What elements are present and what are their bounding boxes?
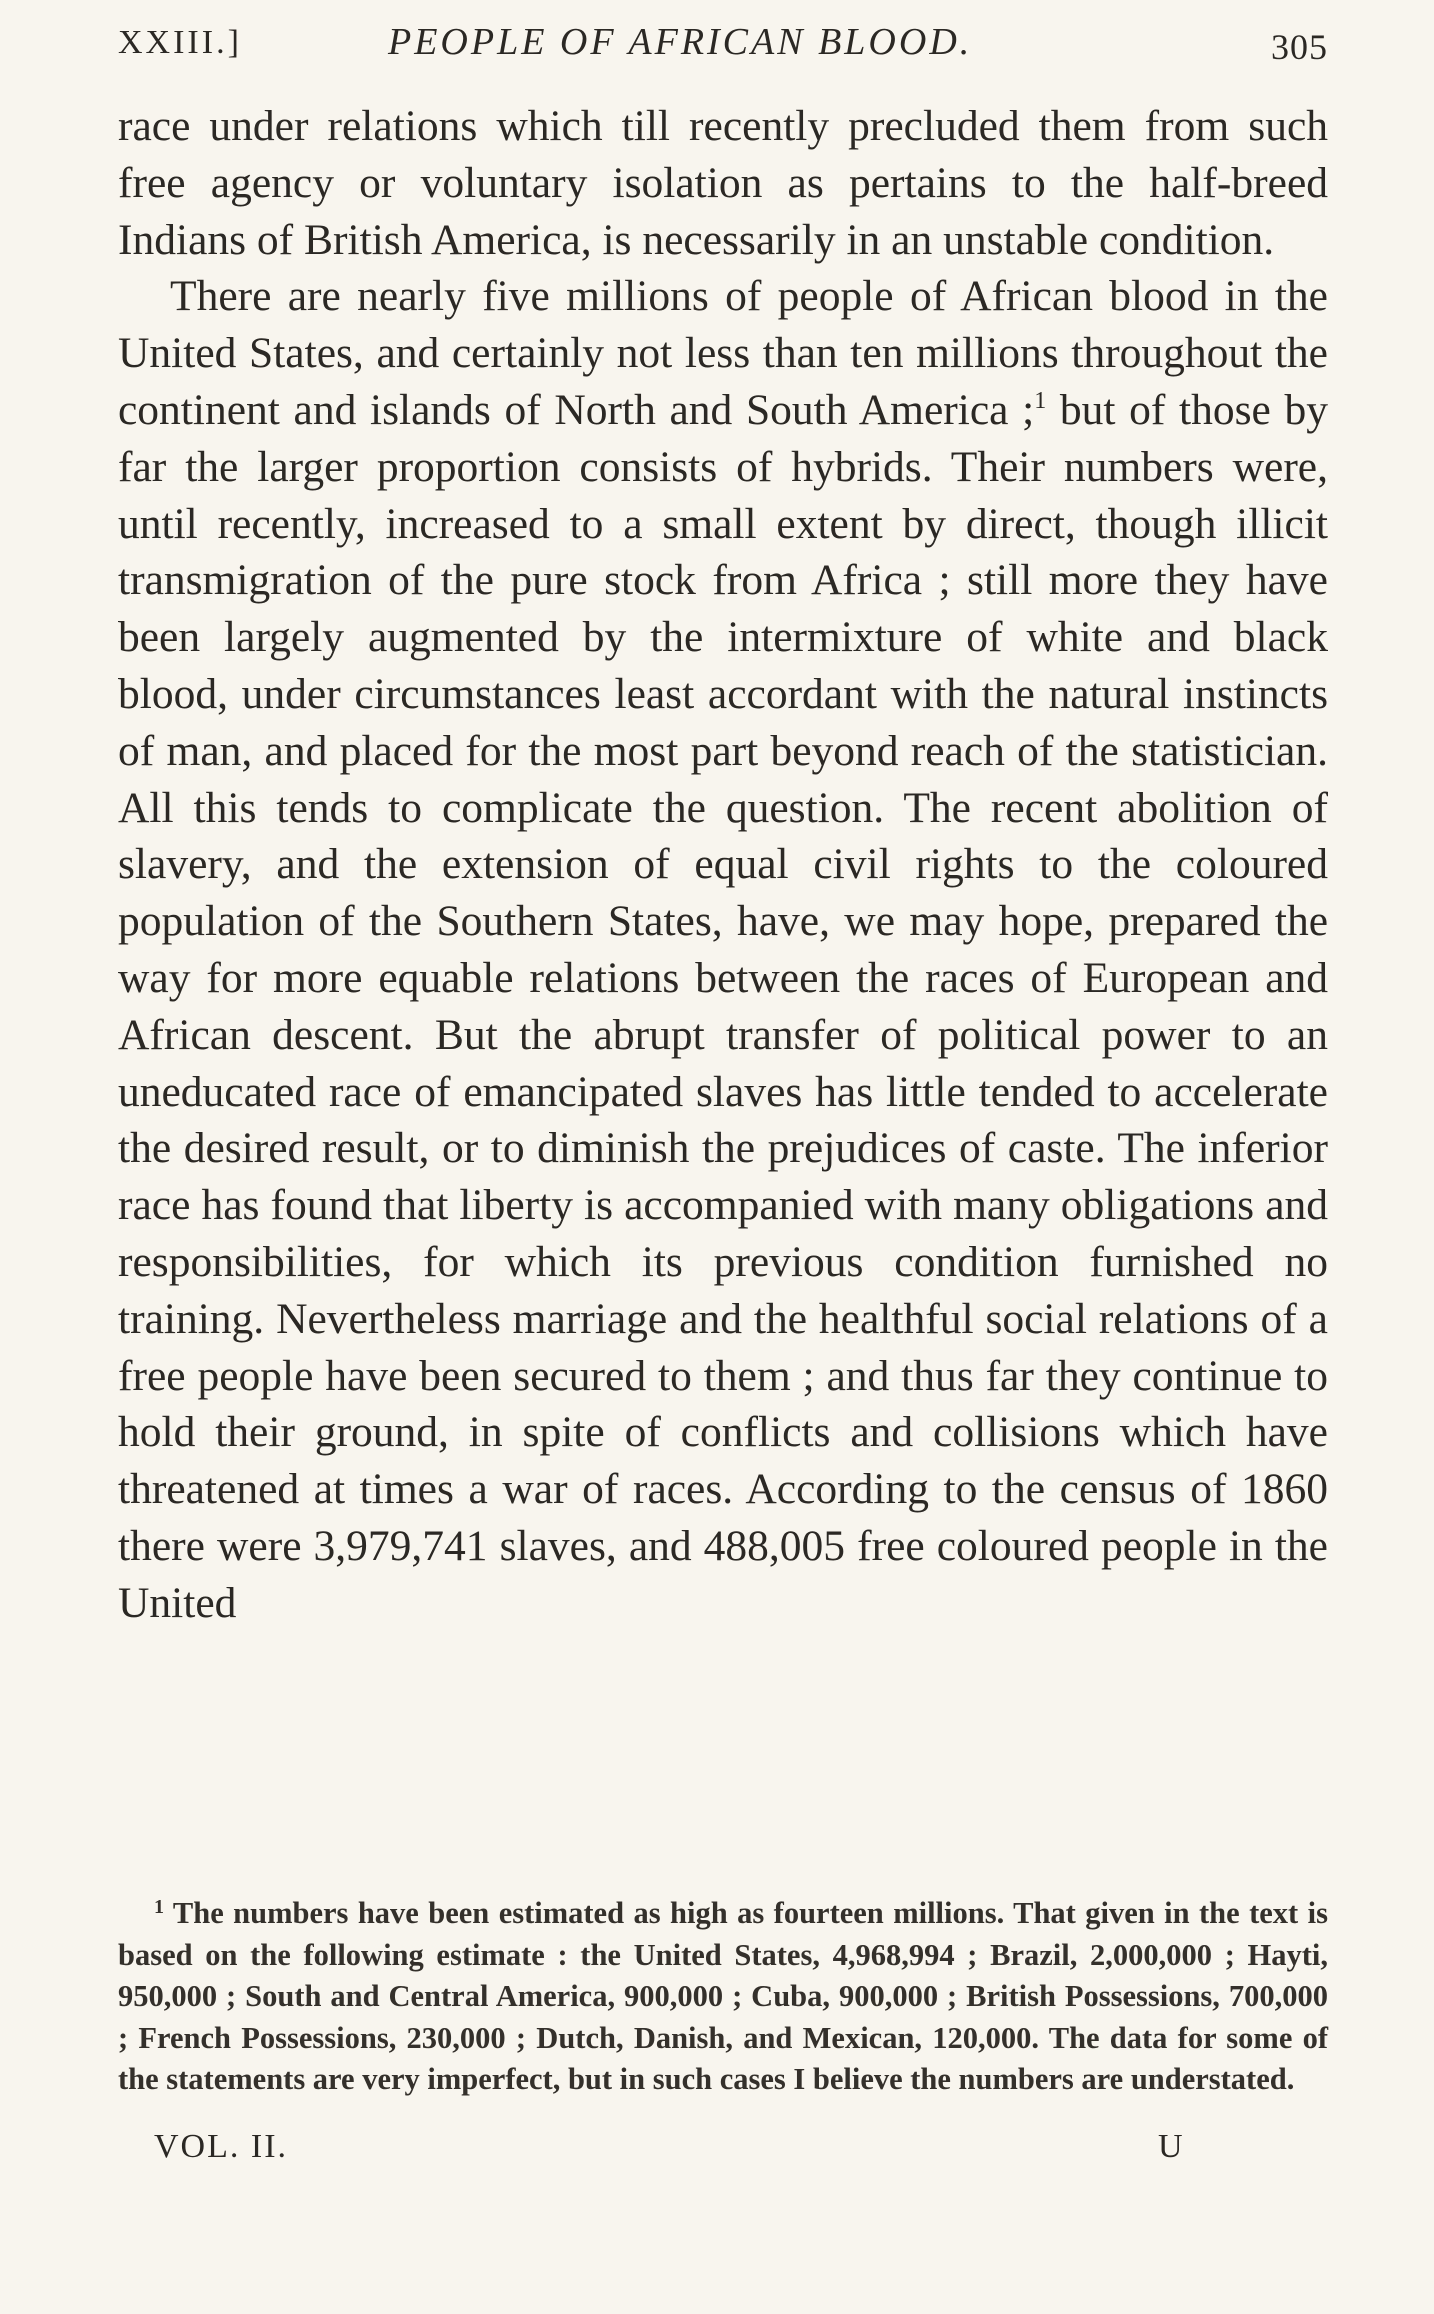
footnote-marker: 1 xyxy=(154,1896,164,1918)
footnote xyxy=(118,1893,1328,2101)
paragraph-1: race under relations which till recently precluded them from such free agency or voluntary isolation as pertains to the half-breed Indians of British America, is necessarily in an unstable condition. xyxy=(118,102,1328,264)
running-head xyxy=(118,14,1328,74)
footnote-reference: 1 xyxy=(1034,387,1047,414)
footnote-paragraph xyxy=(118,1893,1328,2101)
main-text xyxy=(118,98,1328,1632)
signature-line xyxy=(118,2128,1328,2178)
chapter-number: XXIII.] xyxy=(118,24,242,61)
paragraph-2-part-1: There are nearly five millions of people of African blood in the United States, and certainly not less than ten millions throughout the continent and islands of North and South America ; xyxy=(118,272,1328,434)
paragraph-2 xyxy=(118,268,1328,1631)
paragraph-2-part-2: but of those by far the larger proportion consists of hybrids. Their numbers were, until recently, increased to a small extent by direct, though illicit transmigration of the pure stock from Africa ; still more they have been largely augmented by the intermixture of white and black blood, under circumstances least accordant with the natural instincts of man, and placed for the most part beyond reach of the statistician. All this tends to complicate the question. The recent abolition of slavery, and the extension of equal civil rights to the coloured population of the Southern States, have, we may hope, prepared the way for more equable relations between the races of European and African descent. But the abrupt transfer of political power to an uneducated race of emancipated slaves has little tended to accelerate the desired result, or to diminish the prejudices of caste. The inferior race has found that liberty is accompanied with many obligations and responsibilities, for which its previous condition furnished no training. Nevertheless marriage and the healthful social relations of a free people have been secured to them ; and thus far they continue to hold their ground, in spite of conflicts and collisions which have threatened at times a war of races. According to the census of 1860 there were 3,979,741 slaves, and 488,005 free coloured people in the United xyxy=(118,385,1328,1627)
footnote-text: The numbers have been estimated as high as fourteen millions. That given in the text is based on the following estimate : the United States, 4,968,994 ; Brazil, 2,000,000 ; Hayti, 950,000 ; South and Central America, 900,000 ; Cuba, 900,000 ; British Possessions, 700,000 ; French Possessions, 230,000 ; Dutch, Danish, and Mexican, 120,000. The data for some of the statements are very imperfect, but in such cases I believe the numbers are understated. xyxy=(118,1896,1328,2096)
book-page xyxy=(118,0,1328,2314)
signature-letter: U xyxy=(1158,2128,1183,2165)
running-title: PEOPLE OF AFRICAN BLOOD. xyxy=(388,21,973,63)
page-number: 305 xyxy=(1271,27,1328,67)
volume-mark: VOL. II. xyxy=(154,2128,289,2165)
